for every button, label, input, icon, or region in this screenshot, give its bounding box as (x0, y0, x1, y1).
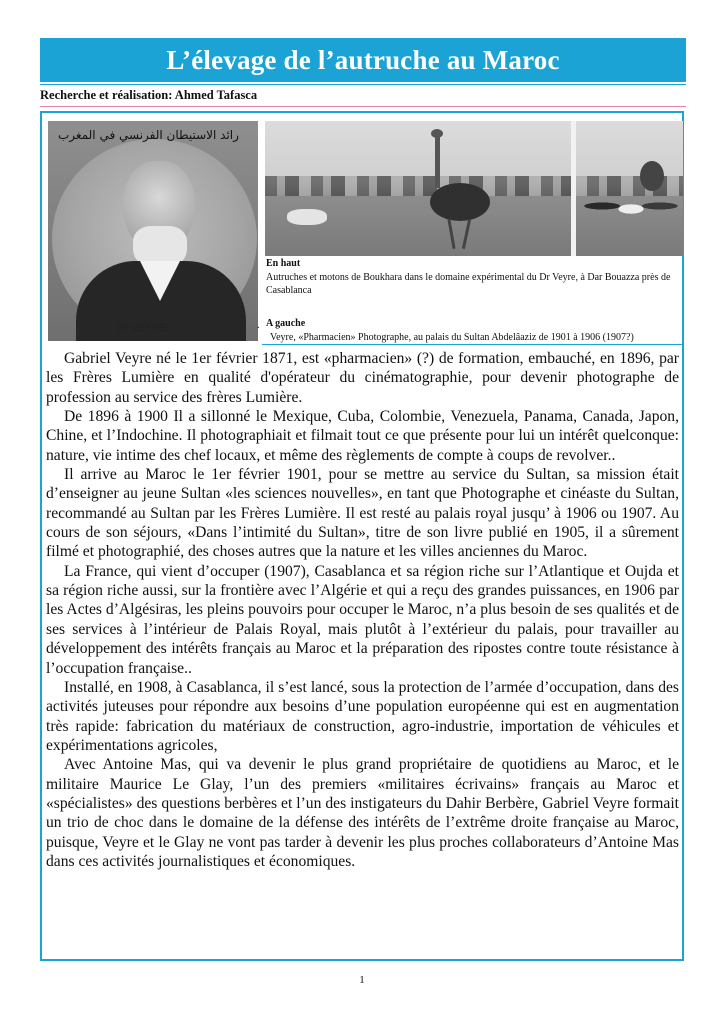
caption-top-title: En haut (266, 258, 301, 269)
page-title: L’élevage de l’autruche au Maroc (166, 44, 560, 75)
portrait-arabic-caption: رائد الاستيطان الفرنسي في المغرب (58, 128, 239, 142)
portrait-photo (48, 121, 258, 341)
caption-left-text: Veyre, «Pharmacien» Photographe, au palais du Sultan Abdelâaziz de 1901 à 1906 (1907?) (270, 332, 634, 343)
paragraph: Installé, en 1908, à Casablanca, il s’est lancé, sous la protection de l’armée d’occupation, dans des activités juteuses pour répondre aux besoins d’une population européenne qui est en augmentation très rapide: fabrication du matériaux de construction, agro-industrie, importation de véhicules et expérimentations agricoles, (46, 678, 679, 754)
page-number: 1 (359, 974, 365, 986)
portrait-name-caption: Dr VEYRE (116, 323, 168, 334)
caption-left-title: A gauche (266, 318, 306, 329)
article-body (46, 349, 679, 871)
paragraph: De 1896 à 1900 Il a sillonné le Mexique, Cuba, Colombie, Venezuela, Panama, Canada, Japon, Chine, et l’Indochine. Il photographiait et filmait tout ce que présente pour lui un intérêt quelconque: nature, vie intime des chef locaux, et même des règlements de compte à coups de revolver.. (46, 408, 679, 464)
ostrich-photo (265, 121, 683, 256)
paragraph: Avec Antoine Mas, qui va devenir le plus grand propriétaire de quotidiens au Maroc, et le militaire Maurice Le Glay, l’un des premiers «militaires écrivains» français au Maroc et «spécialistes» des questions berbères et l’un des instigateurs du Dahir Berbère, Gabriel Veyre formait un trio de choc dans le domaine de la défense des intérêts de l’extrême droite française au Maroc, puisque, Veyre et le Glay ne vont pas tarder à devenir les plus proches collaborateurs d’Antoine Mas dans ces activités journalistiques et économiques. (46, 756, 679, 870)
byline-divider (40, 106, 686, 107)
caption-top-text: Autruches et motons de Boukhara dans le domaine expérimental du Dr Veyre, à Dar Bouazza près de Casablanca (266, 272, 671, 296)
title-banner (40, 38, 686, 82)
byline: Recherche et réalisation: Ahmed Tafasca (40, 88, 258, 102)
paragraph: La France, qui vient d’occuper (1907), Casablanca et sa région riche sur l’Atlantique et Oujda et sa région riche aussi, sur la frontière avec l’Algérie et qui a reçu des grandes puissances, en 1906 par les Actes d’Algésiras, les pleins pouvoirs pour occuper le Maroc, n’a plus besoin de ses qualités et de ses services à l’intérieur de Palais Royal, mais plutôt à l’extérieur du palais, pour travailler au développement des intérêts français au Maroc et la préparation des ripostes contre toute résistance à l’occupation française.. (46, 562, 679, 677)
paragraph: Gabriel Veyre né le 1er février 1871, est «pharmacien» (?) de formation, embauché, en 1896, par les Frères Lumière en qualité d'opérateur du cinématographie, pour devenir photographe de profession au service des frères Lumière. (46, 350, 679, 406)
caption-divider (262, 344, 684, 345)
paragraph: Il arrive au Maroc le 1er février 1901, pour se mettre au service du Sultan, sa mission était d’enseigner au jeune Sultan «les sciences nouvelles», en tant que Photographe et cinéaste du Sultan, recommandé au Sultan par les Frères Lumière. Il est resté au palais royal jusqu’ à 1906 ou 1907. Au cours de son séjours, «Dans l’intimité du Sultan», titre de son livre publié en 1905, il a sûrement filmé et photographié, des choses autres que la nature et les villes anciennes du Maroc. (46, 466, 679, 561)
caption-bullet: . (257, 320, 260, 331)
title-divider (40, 84, 686, 85)
